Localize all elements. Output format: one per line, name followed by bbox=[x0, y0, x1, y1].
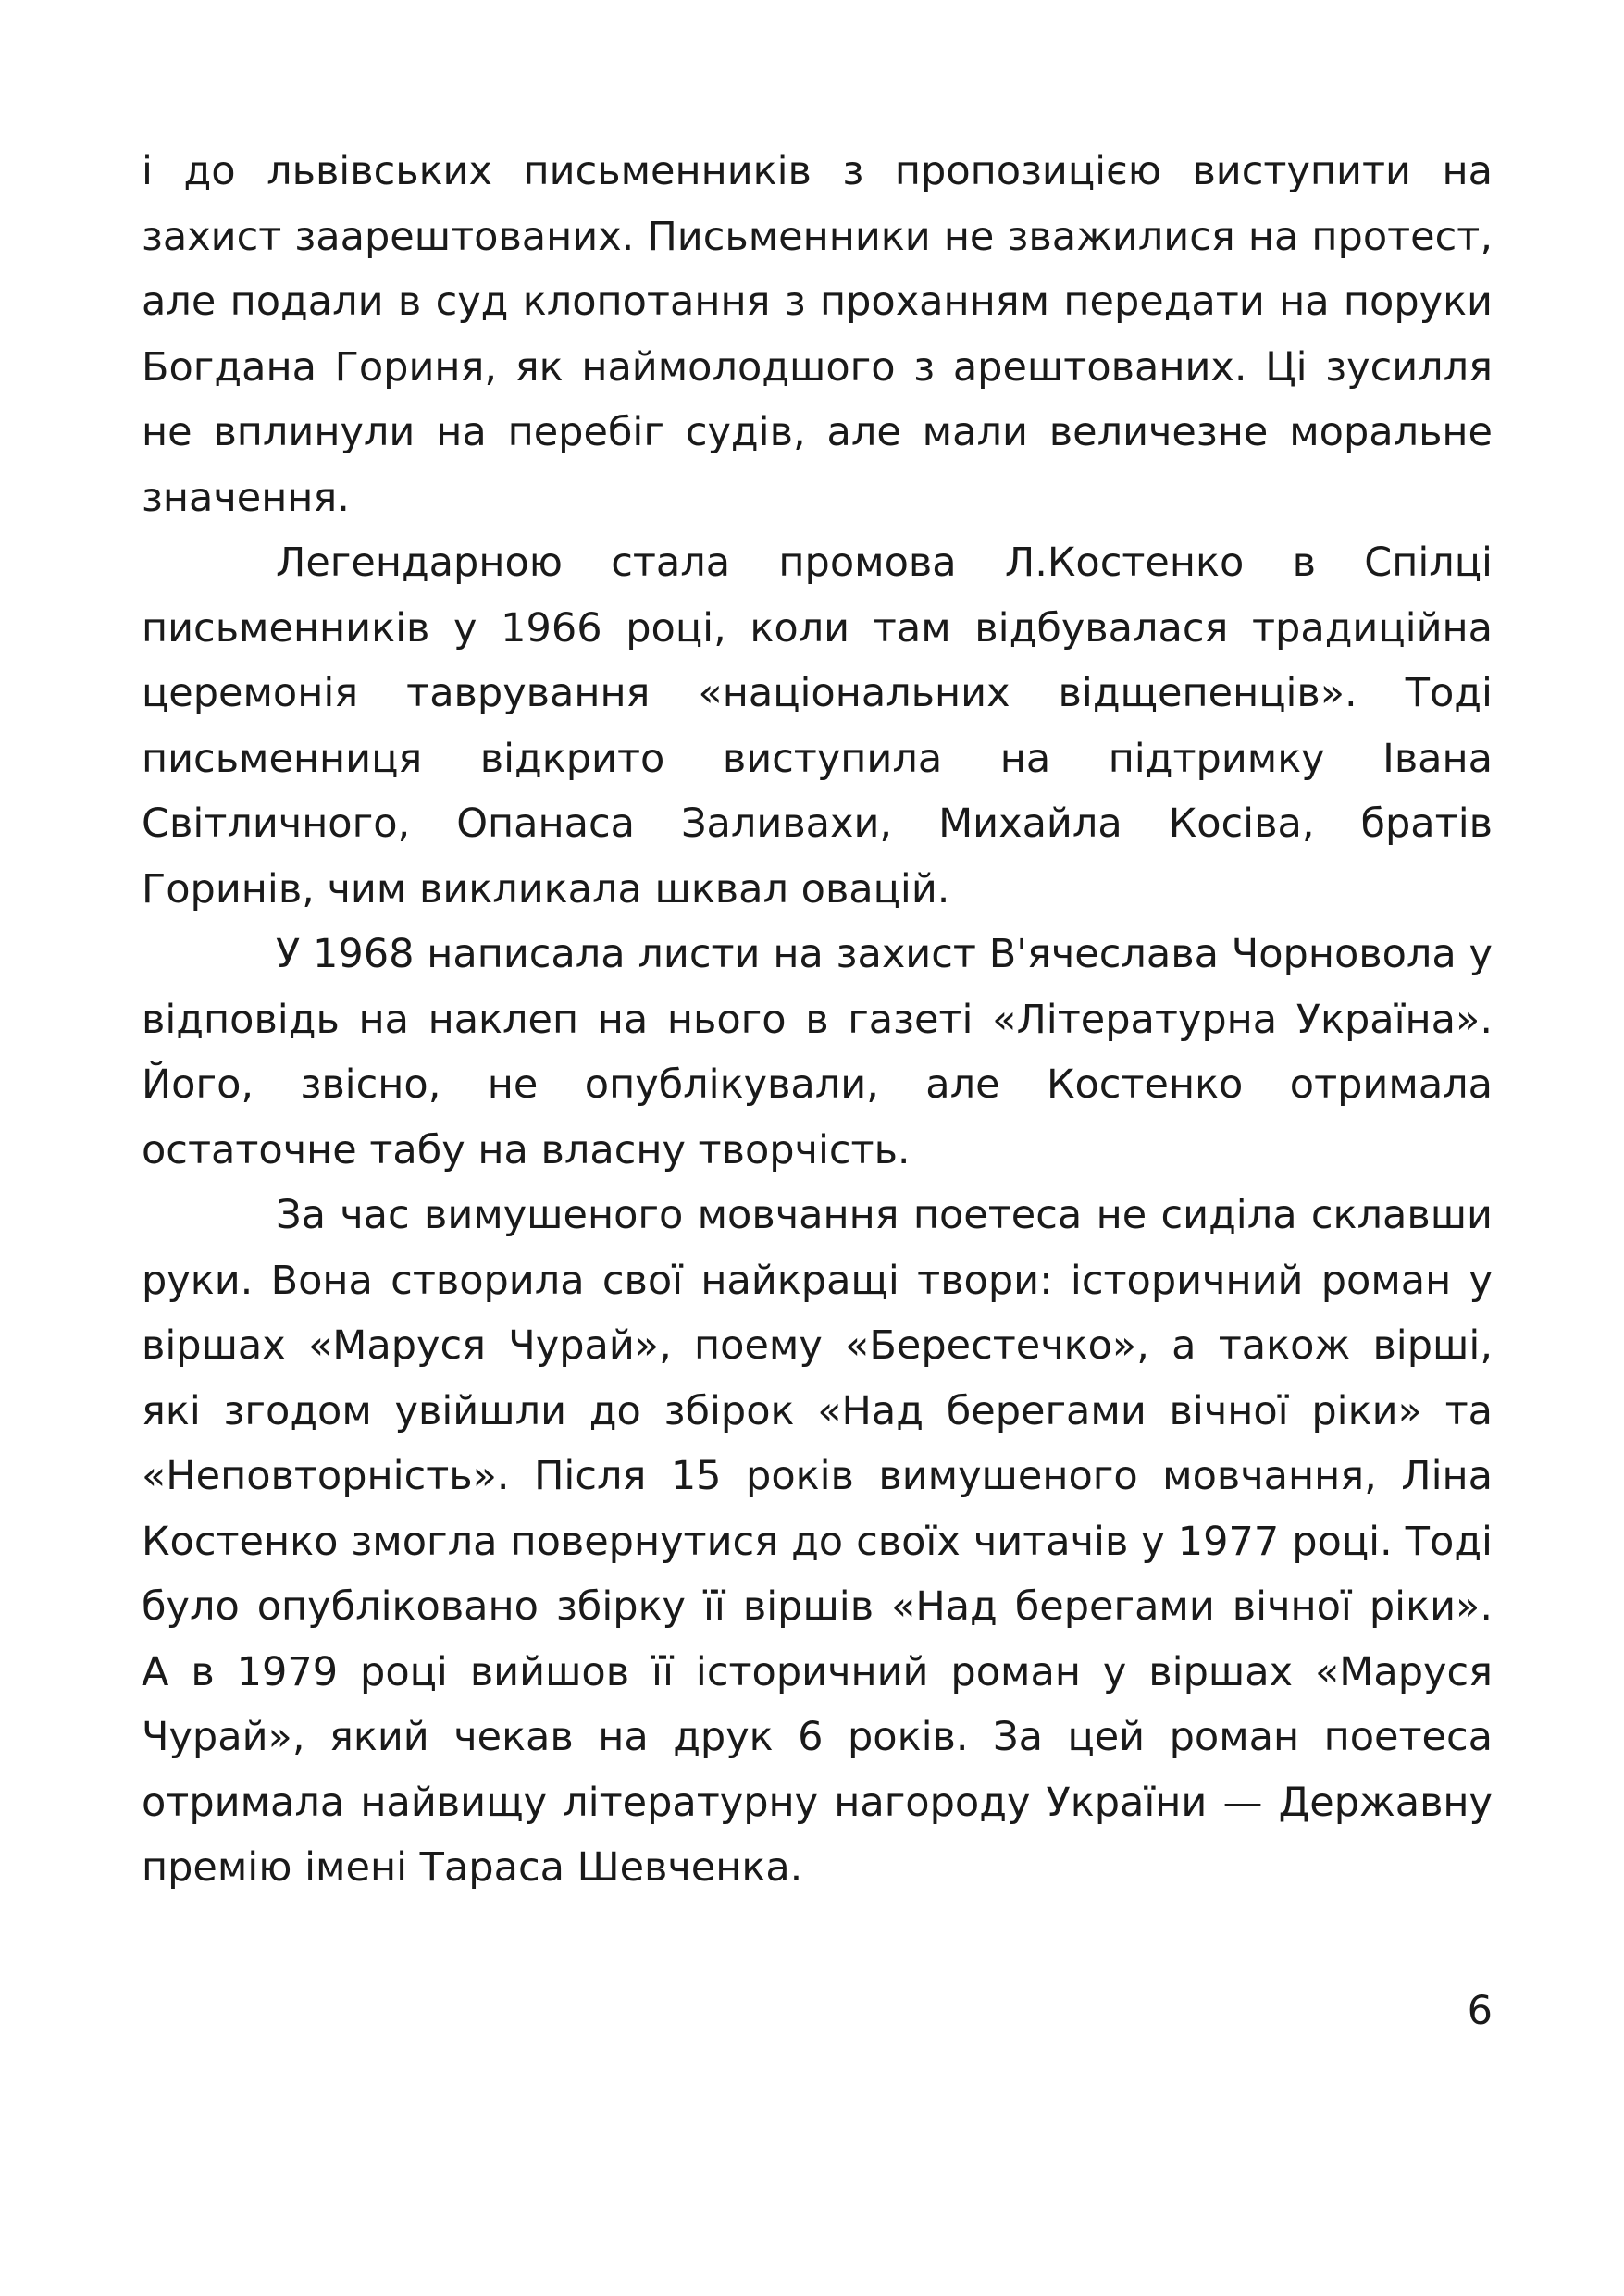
paragraph-continuation: і до львівських письменників з пропозицією виступити на захист заарештованих. Письменники не зважилися на протест, але подали в суд клопотання з проханням передати на поруки Богдана Гориня, як наймолодшого з арештованих. Ці зусилля не вплинули на перебіг судів, але мали величезне моральне значення. bbox=[142, 148, 1493, 521]
page-number: 6 bbox=[1467, 1988, 1493, 2034]
paragraph-kostenko-speech: Легендарною стала промова Л.Костенко в Спілці письменників у 1966 році, коли там відбувалася традиційна церемонія таврування «національних відщепенців». Тоді письменниця відкрито виступила на підтримку Івана Світличного, Опанаса Заливахи, Михайла Косіва, братів Горинів, чим викликала шквал овацій. bbox=[142, 540, 1493, 912]
body-text bbox=[142, 139, 1493, 1901]
paragraph-chornovil-letters: У 1968 написала листи на захист В'ячеслава Чорновола у відповідь на наклеп на нього в газеті «Літературна Україна». Його, звісно, не опублікували, але Костенко отримала остаточне табу на власну творчість. bbox=[142, 931, 1493, 1173]
paragraph-forced-silence: За час вимушеного мовчання поетеса не сиділа склавши руки. Вона створила свої найкращі твори: історичний роман у віршах «Маруся Чурай», поему «Берестечко», а також вірші, які згодом увійшли до збірок «Над берегами вічної ріки» та «Неповторність». Після 15 років вимушеного мовчання, Ліна Костенко змогла повернутися до своїх читачів у 1977 році. Тоді було опубліковано збірку її віршів «Над берегами вічної ріки». А в 1979 році вийшов її історичний роман у віршах «Маруся Чурай», який чекав на друк 6 років. За цей роман поетеса отримала найвищу літературну нагороду України — Державну премію імені Тараса Шевченка. bbox=[142, 1192, 1493, 1891]
